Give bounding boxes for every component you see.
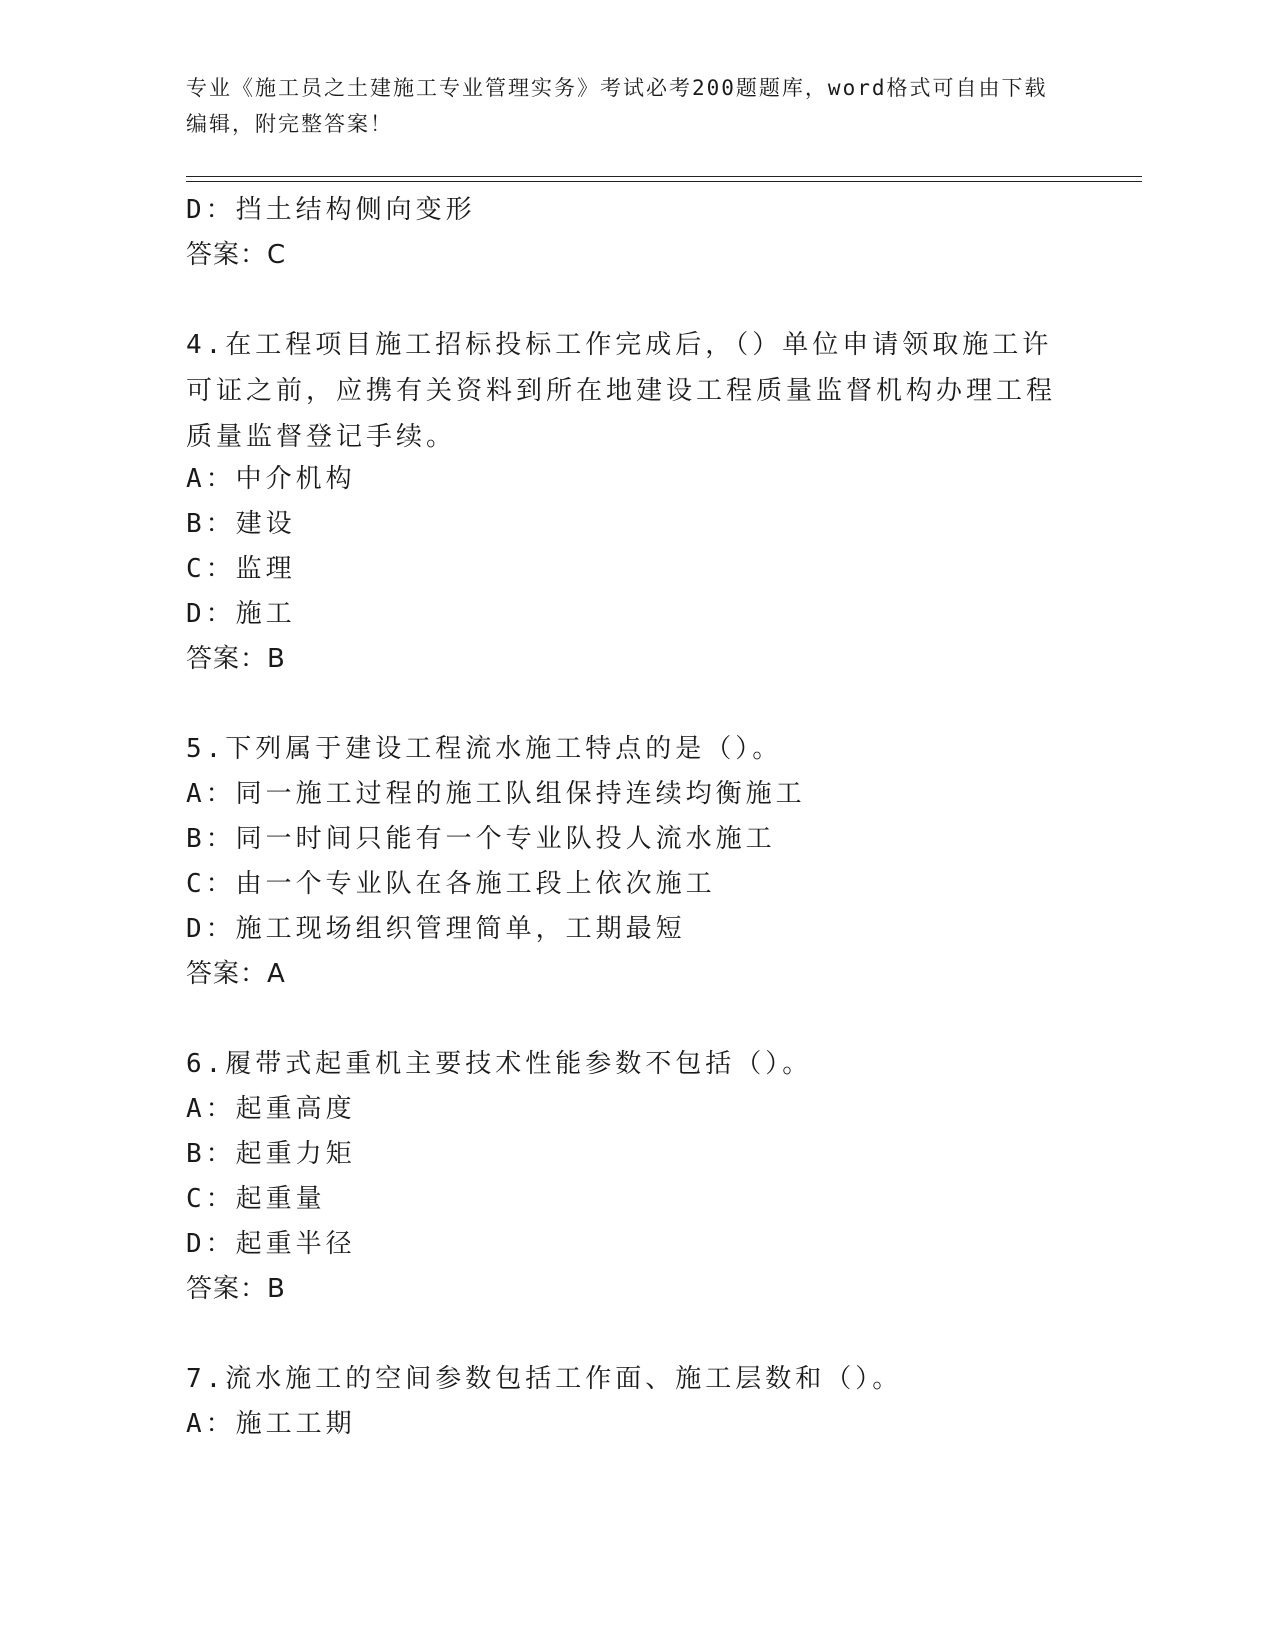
q3-answer: 答案：C: [186, 240, 287, 270]
q4-option-c: C：监理: [186, 554, 296, 584]
q6-option-b: B：起重力矩: [186, 1139, 356, 1169]
q4-option-d: D：施工: [186, 599, 296, 629]
q5-option-a: A：同一施工过程的施工队组保持连续均衡施工: [186, 779, 806, 809]
header-divider-bottom: [186, 181, 1142, 182]
q5-option-d: D：施工现场组织管理简单，工期最短: [186, 914, 686, 944]
q4-option-a: A：中介机构: [186, 464, 356, 494]
q4-question: 4.在工程项目施工招标投标工作完成后，（）单位申请领取施工许可证之前，应携有关资料到所在地建设工程质量监督机构办理工程质量监督登记手续。: [186, 330, 1057, 452]
q7-option-a: A：施工工期: [186, 1409, 356, 1439]
q5-question: 5.下列属于建设工程流水施工特点的是（）。: [186, 734, 783, 764]
q6-option-a: A：起重高度: [186, 1094, 356, 1124]
q4-option-b: B：建设: [186, 509, 296, 539]
q6-option-d: D：起重半径: [186, 1229, 356, 1259]
document-header: 专业《施工员之土建施工专业管理实务》考试必考200题题库，word格式可自由下载编辑，附完整答案！: [186, 76, 1048, 136]
q6-option-c: C：起重量: [186, 1184, 326, 1214]
q3-option-d: D：挡土结构侧向变形: [186, 195, 476, 225]
q4-answer: 答案：B: [186, 644, 286, 674]
q6-question: 6.履带式起重机主要技术性能参数不包括（）。: [186, 1049, 813, 1079]
q5-option-c: C：由一个专业队在各施工段上依次施工: [186, 869, 716, 899]
header-divider-top: [186, 176, 1142, 177]
q5-option-b: B：同一时间只能有一个专业队投人流水施工: [186, 824, 776, 854]
q5-answer: 答案：A: [186, 959, 286, 989]
q7-question: 7.流水施工的空间参数包括工作面、施工层数和（）。: [186, 1364, 903, 1394]
q6-answer: 答案：B: [186, 1274, 286, 1304]
